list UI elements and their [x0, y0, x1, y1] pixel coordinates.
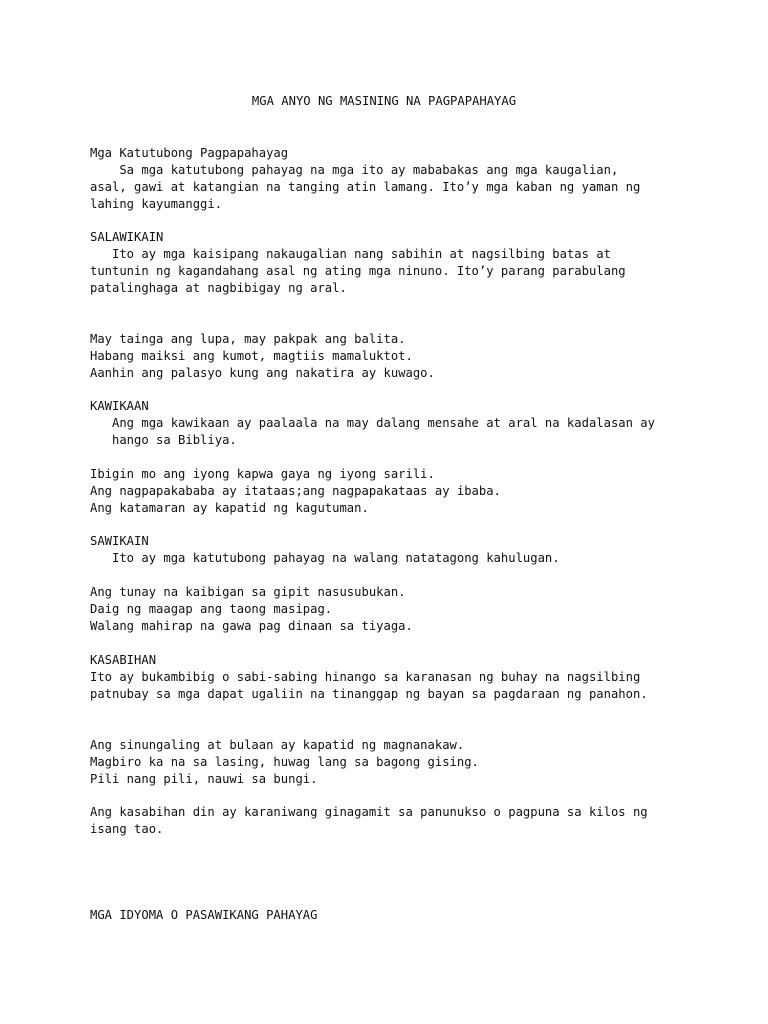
kawikaan-example: Ang katamaran ay kapatid ng kagutuman. — [90, 501, 369, 515]
intro-paragraph-line: lahing kayumanggi. — [90, 197, 223, 211]
salawikain-example: May tainga ang lupa, may pakpak ang balita. — [90, 332, 406, 346]
sawikain-example: Ang tunay na kaibigan sa gipit nasusubukan. — [90, 585, 406, 599]
salawikain-example: Habang maiksi ang kumot, magtiis mamaluktot. — [90, 349, 413, 363]
kawikaan-definition-line: hango sa Bibliya. — [90, 433, 237, 447]
intro-paragraph-line: asal, gawi at katangian na tanging atin lamang. Ito’y mga kaban ng yaman ng — [90, 180, 641, 194]
kasabihan-example: Ang sinungaling at bulaan ay kapatid ng magnanakaw. — [90, 738, 465, 752]
kawikaan-definition-line: Ang mga kawikaan ay paalaala na may dalang mensahe at aral na kadalasan ay — [90, 416, 655, 430]
kasabihan-definition-line: patnubay sa mga dapat ugaliin na tinanggap ng bayan sa pagdaraan ng panahon. — [90, 687, 648, 701]
section-heading-sawikain: SAWIKAIN — [90, 534, 149, 548]
salawikain-definition-line: Ito ay mga kaisipang nakaugalian nang sabihin at nagsilbing batas at — [90, 247, 611, 261]
sawikain-example: Walang mahirap na gawa pag dinaan sa tiyaga. — [90, 619, 413, 633]
kawikaan-example: Ang nagpapakababa ay itataas;ang nagpapakataas ay ibaba. — [90, 484, 501, 498]
salawikain-example: Aanhin ang palasyo kung ang nakatira ay kuwago. — [90, 366, 435, 380]
section-heading-katutubong-pagpapahayag: Mga Katutubong Pagpapahayag — [90, 146, 289, 160]
salawikain-definition-line: tuntunin ng kagandahang asal ng ating mga ninuno. Ito’y parang parabulang — [90, 264, 626, 278]
section-heading-kawikaan: KAWIKAAN — [90, 399, 149, 413]
sawikain-example: Daig ng maagap ang taong masipag. — [90, 602, 333, 616]
section-heading-idyoma: MGA IDYOMA O PASAWIKANG PAHAYAG — [90, 908, 318, 922]
kasabihan-example: Pili nang pili, nauwi sa bungi. — [90, 772, 318, 786]
document-title: MGA ANYO NG MASINING NA PAGPAPAHAYAG — [251, 94, 517, 108]
kasabihan-definition-line: Ito ay bukambibig o sabi-sabing hinango sa karanasan ng buhay na nagsilbing — [90, 670, 641, 684]
section-heading-salawikain: SALAWIKAIN — [90, 230, 164, 244]
kasabihan-note-line: Ang kasabihan din ay karaniwang ginagamit sa panunukso o pagpuna sa kilos ng — [90, 805, 648, 819]
kawikaan-example: Ibigin mo ang iyong kapwa gaya ng iyong sarili. — [90, 467, 435, 481]
kasabihan-example: Magbiro ka na sa lasing, huwag lang sa bagong gising. — [90, 755, 479, 769]
kasabihan-note-line: isang tao. — [90, 822, 164, 836]
section-heading-kasabihan: KASABIHAN — [90, 653, 157, 667]
intro-paragraph-line: Sa mga katutubong pahayag na mga ito ay mababakas ang mga kaugalian, — [90, 163, 619, 177]
salawikain-definition-line: patalinghaga at nagbibigay ng aral. — [90, 281, 347, 295]
sawikain-definition-line: Ito ay mga katutubong pahayag na walang natatagong kahulugan. — [90, 551, 560, 565]
